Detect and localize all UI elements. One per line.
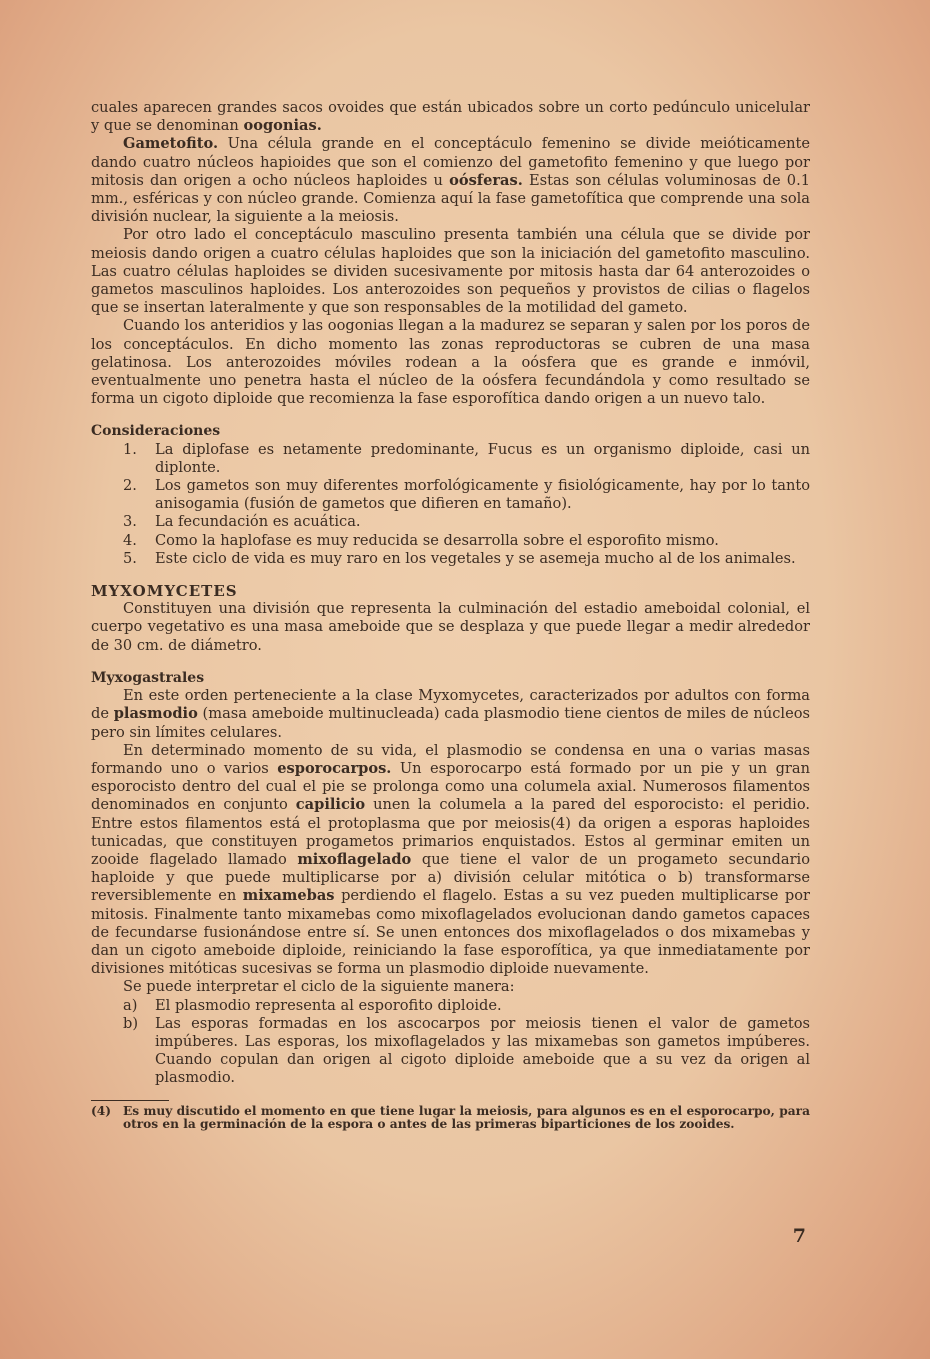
list-item: 3. La fecundación es acuática. (123, 513, 361, 531)
paragraph-plasmodio: En este orden perteneciente a la clase Myxomycetes, caracterizados por adultos con forma de plasmodio (masa ameboide multinucleada) cada plasmodio tiene cientos de miles de núcleos pero sin límites celulares. (91, 687, 810, 741)
lead-gametofito: Gametofito. (123, 135, 219, 153)
term-oogonias: oogonias. (243, 117, 322, 135)
page-body (91, 99, 810, 1132)
term-mixoflagelado: mixoflagelado (297, 850, 412, 868)
interpretation-list (91, 997, 810, 1088)
term-esporocarpos: esporocarpos. (277, 759, 392, 777)
paragraph-madurez: Cuando los anteridios y las oogonias llegan a la madurez se separan y salen por los poros de los conceptáculos. En dicho momento las zonas reproductoras se cubren de una masa gelatinosa. Los anterozoides móviles rodean a la oósfera que es grande e inmóvil, eventualmente uno penetra hasta el núcleo de la oósfera fecundándola y como resultado se forma un cigoto diploide que recomienza la fase esporofítica dando origen a un nuevo talo. (91, 317, 810, 408)
heading-myxogastrales: Myxogastrales (91, 669, 205, 686)
paragraph-esporocarpos: En determinado momento de su vida, el plasmodio se condensa en una o varias masas formando uno o varios esporocarpos. Un esporocarpo está formado por un pie y un gran esporocisto dentro del cual el pie se prolonga como una columela axial. Numerosos filamentos denominados en conjunto capilicio unen la columela a la pared del esporocisto: el peridio. Entre estos filamentos está el protoplasma que por meiosis(4) da origen a esporas haploides tunicadas, que constituyen progametos primarios enquistados. Estos al germinar emiten un zooide flagelado llamado mixoflagelado que tiene el valor de un progameto secundario haploide y que puede multiplicarse por a) división celular mitótica o b) transformarse reversiblemente en mixamebas perdiendo el flagelo. Estas a su vez pueden multiplicarse por mitosis. Finalmente tanto mixamebas como mixoflagelados evolucionan dando gametos capaces de fecundarse fusionándose entre sí. Se unen entonces dos mixoflagelados o dos mixamebas y dan un cigoto ameboide diploide, reiniciando la fase esporofítica, ya que inmediatamente por divisiones mitóticas sucesivas se forma un plasmodio diploide nuevamente. (91, 741, 810, 978)
heading-myxomycetes: MYXOMYCETES (91, 582, 238, 601)
list-item: 1. La diplofase es netamente predominante, Fucus es un organismo diploide, casi un diplonte. (123, 440, 810, 476)
paragraph-interpretacion: Se puede interpretar el ciclo de la siguiente manera: (123, 978, 515, 996)
paragraph-masculino: Por otro lado el conceptáculo masculino presenta también una célula que se divide por meiosis dando origen a cuatro células haploides que son la iniciación del gametofito masculino. Las cuatro células haploides se dividen sucesivamente por mitosis hasta dar 64 anterozoides o gametos masculinos haploides. Los anterozoides son pequeños y provistos de cilias o flagelos que se insertan lateralmente y que son responsables de la motilidad del gameto. (91, 226, 810, 317)
list-item: a) El plasmodio representa al esporofito diploide. (123, 996, 502, 1014)
heading-consideraciones: Consideraciones (91, 423, 221, 440)
term-mixamebas: mixamebas (242, 887, 335, 905)
paragraph-oogonias: cuales aparecen grandes sacos ovoides que están ubicados sobre un corto pedúnculo unicelular y que se denominan oogonias. (91, 99, 810, 135)
list-item: 5. Este ciclo de vida es muy raro en los vegetales y se asemeja mucho al de los animales. (123, 549, 796, 567)
considerations-list (91, 441, 810, 568)
footnote-text: Es muy discutido el momento en que tiene lugar la meiosis, para algunos es en el esporocarpo, para otros en la germinación de la espora o antes de las primeras biparticiones de los zooides. (123, 1103, 810, 1132)
term-plasmodio: plasmodio (113, 705, 198, 723)
paragraph-myxomycetes: Constituyen una división que representa la culminación del estadio ameboidal colonial, el cuerpo vegetativo es una masa ameboide que se desplaza y que puede llegar a medir alrededor de 30 cm. de diámetro. (91, 600, 810, 654)
term-oosferas: oósferas. (449, 171, 523, 189)
term-capilicio: capilicio (295, 796, 366, 814)
list-item: b) Las esporas formadas en los ascocarpos por meiosis tienen el valor de gametos impúberes. Las esporas, los mixoflagelados y las mixamebas son gametos impúberes. Cuando copulan dan origen al cigoto diploide ameboide que a su vez da origen al plasmodio. (123, 1014, 810, 1087)
paragraph-gametofito: Gametofito. Una célula grande en el conceptáculo femenino se divide meióticamente dando cuatro núcleos hapioides que son el comienzo del gametofito femenino y que luego por mitosis dan origen a ocho núcleos haploides u oósferas. Estas son células voluminosas de 0.1 mm., esféricas y con núcleo grande. Comienza aquí la fase gametofítica que comprende una sola división nuclear, la siguiente a la meiosis. (91, 135, 810, 226)
list-item: 2. Los gametos son muy diferentes morfológicamente y fisiológicamente, hay por lo tanto anisogamia (fusión de gametos que difieren en tamaño). (123, 477, 810, 513)
list-item: 4. Como la haplofase es muy reducida se desarrolla sobre el esporofito mismo. (123, 531, 719, 549)
footnote (91, 1105, 810, 1133)
page-number: 7 (792, 1225, 806, 1247)
footnote-mark: (4) (91, 1103, 112, 1118)
footnote-divider (91, 1100, 169, 1101)
